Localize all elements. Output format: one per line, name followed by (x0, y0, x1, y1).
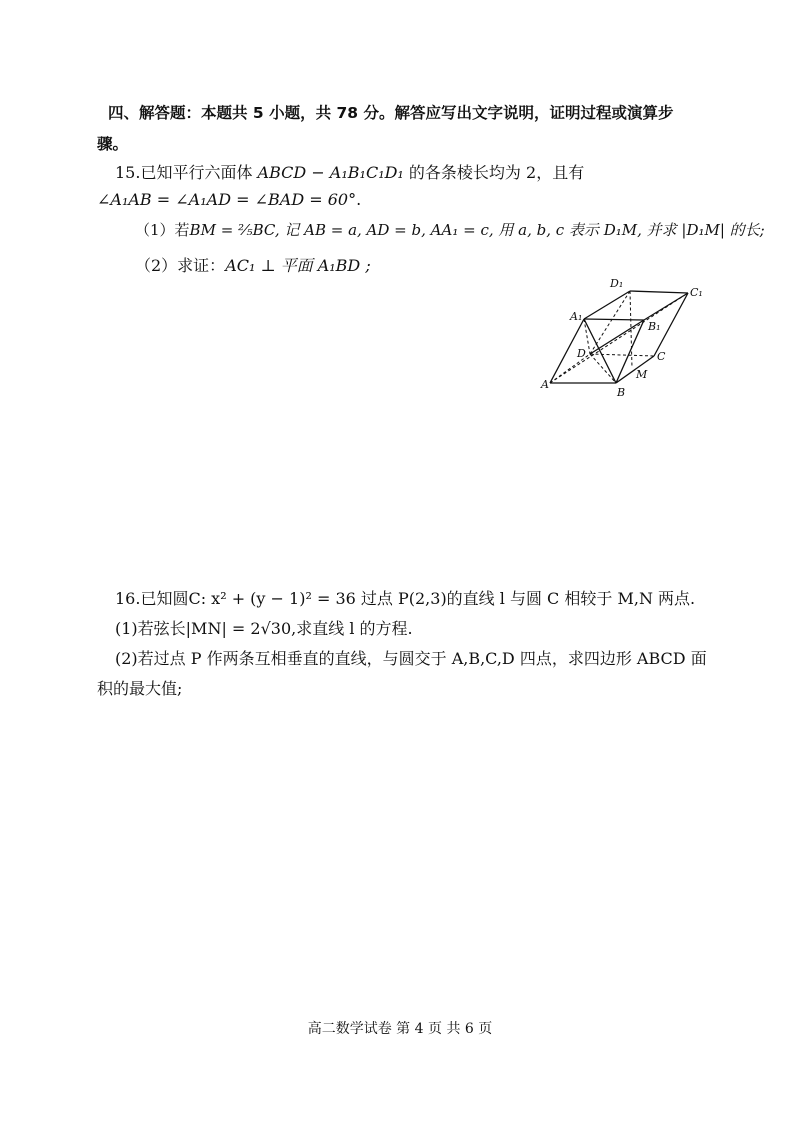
edge-d-c (590, 354, 654, 356)
section-heading: 四、解答题：本题共 5 小题，共 78 分。解答应写出文字说明，证明过程或演算步 (108, 104, 674, 122)
label-m: M (636, 368, 648, 381)
q15-part1 (135, 219, 765, 240)
label-d1: D₁ (610, 277, 624, 290)
q15-part2-label: （2）求证： (135, 256, 226, 275)
q16-part2b: 积的最大值; (97, 679, 183, 698)
q15-solid: ABCD − A₁B₁C₁D₁ (257, 163, 404, 182)
parallelepiped-figure (538, 272, 718, 400)
page-footer: 高二数学试卷 第 4 页 共 6 页 (307, 1021, 493, 1037)
q15-part1-text: BM = ⅖BC, 记 AB = a, AD = b, AA₁ = c, 用 a, b, c 表示 D₁M, 并求 |D₁M| 的长; (189, 221, 765, 239)
q16-line1: 16.已知圆C: x² + (y − 1)² = 36 过点 P(2,3)的直线 l 与圆 C 相较于 M,N 两点. (115, 589, 696, 608)
edge-d-d1 (590, 291, 630, 354)
section-heading-continued: 骤。 (97, 135, 129, 153)
q16-part1: (1)若弦长|MN| = 2√30,求直线 l 的方程. (115, 619, 413, 638)
label-a1: A₁ (570, 310, 583, 323)
q15-angles-text: ∠A₁AB = ∠A₁AD = ∠BAD = 60° (97, 190, 357, 209)
q15-intro-a: 15.已知平行六面体 (115, 163, 258, 182)
label-a: A (541, 378, 549, 391)
q15-part2-text: AC₁ ⊥ 平面 A₁BD ; (225, 256, 371, 275)
q16-part2a: (2)若过点 P 作两条互相垂直的直线，与圆交于 A,B,C,D 四点，求四边形 ABCD 面 (115, 649, 707, 668)
edge-a1-d1 (584, 291, 630, 319)
q15-intro (115, 160, 584, 183)
diag-a1-b (584, 319, 616, 383)
label-b1: B₁ (648, 320, 661, 333)
seg-d1-m (630, 291, 632, 368)
edge-a1-b1 (584, 319, 644, 320)
label-c: C (657, 350, 666, 363)
label-c1: C₁ (690, 286, 703, 299)
label-b: B (617, 386, 626, 399)
label-d: D (577, 347, 586, 360)
q15-intro-b: 的各条棱长均为 2，且有 (403, 163, 585, 182)
q15-angles: ∠A₁AB = ∠A₁AD = ∠BAD = 60°. (97, 190, 362, 209)
diag-a-c1 (550, 293, 688, 383)
q15-part2 (135, 253, 371, 276)
edge-d1-c1 (630, 291, 688, 293)
q15-part1-label: （1）若 (135, 221, 190, 239)
